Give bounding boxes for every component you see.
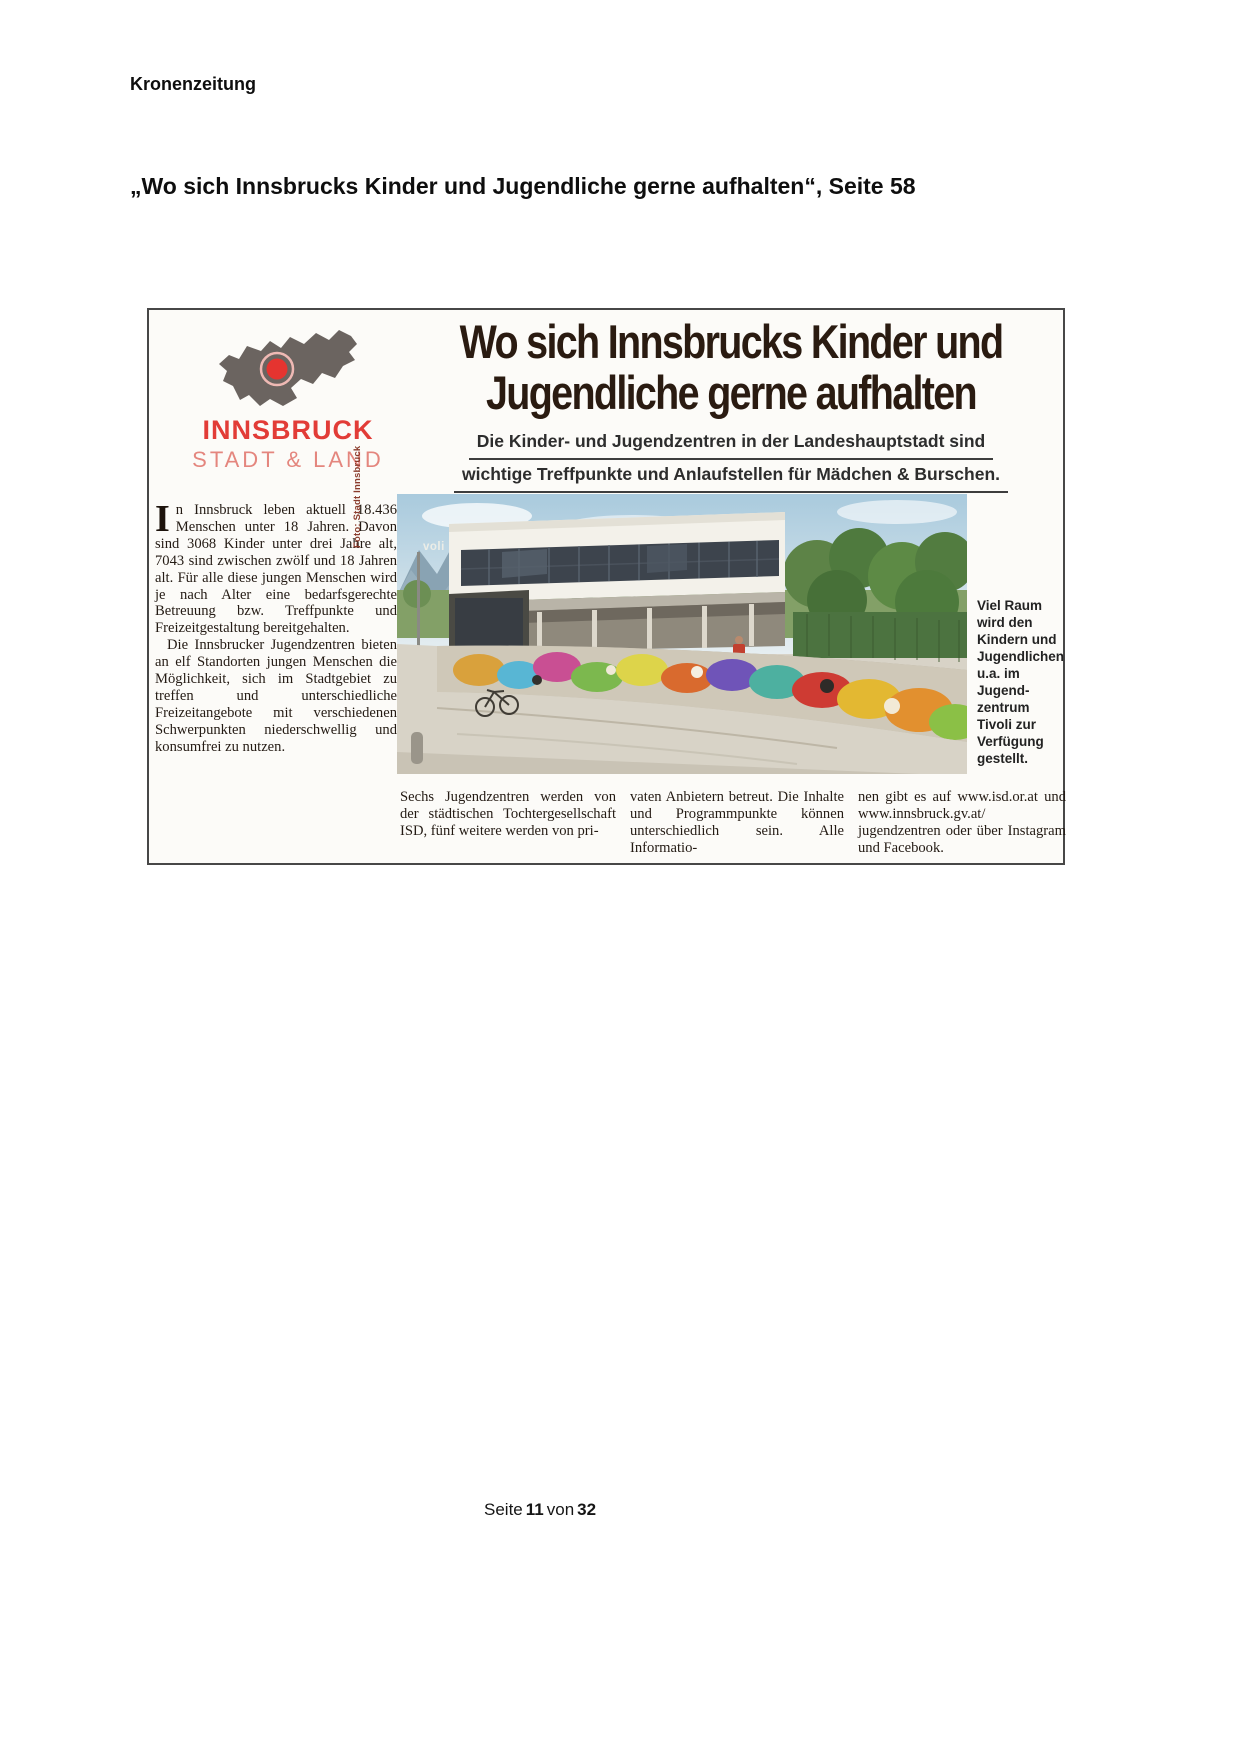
page-number-separator: von: [546, 1500, 575, 1519]
tyrol-map-icon: [213, 324, 363, 412]
article-headline-block: [407, 316, 1055, 493]
article-column-bottom-3: nen gibt es auf www.isd.or.at und www.innsbruck.gv.at/ jugendzentren oder über Instagram und Facebook.: [858, 789, 1066, 856]
news-clipping: [147, 308, 1065, 865]
article-column-bottom-1: Sechs Jugendzentren werden von der städtischen Tochtergesellschaft ISD, fünf weitere werden von pri-: [400, 789, 616, 839]
document-headline: „Wo sich Innsbrucks Kinder und Jugendliche gerne aufhalten“, Seite 58: [130, 173, 916, 199]
page-number-prefix: Seite: [484, 1500, 523, 1519]
article-paragraph-2: Die Innsbrucker Jugendzentren bieten an elf Standorten jungen Menschen die Möglichkeit, sich im Stadtgebiet zu treffen und unterschiedliche Freizeitangebote mit verschiedenen Schwerpunkten niederschwellig und konsumfrei zu nutzen.: [155, 637, 397, 755]
photo-illustration: [397, 494, 967, 774]
logo-subtitle: STADT & LAND: [192, 447, 384, 472]
article-headline-line1: Wo sich Innsbrucks Kinder und: [459, 315, 1003, 368]
article-subheadline-line1: Die Kinder- und Jugendzentren in der Landeshauptstadt sind: [469, 427, 994, 460]
innsbruck-stadt-land-logo: [177, 320, 399, 473]
article-column-bottom-2: vaten Anbietern betreut. Die Inhalte und Programmpunkte können unterschiedlich sein. Alle Informatio-: [630, 789, 844, 856]
article-headline-line2: Jugendliche gerne aufhalten: [486, 366, 976, 419]
page-number-current: 11: [525, 1500, 544, 1519]
drop-cap: I: [155, 498, 170, 540]
article-headline: [459, 316, 1003, 418]
page-number-total: 32: [577, 1500, 597, 1519]
photo-caption: Viel Raum wird den Kindern und Jugendlichen u.a. im Jugend- zentrum Tivoli zur Verfügung gestellt.: [977, 598, 1065, 766]
article-photo: [397, 494, 967, 774]
article-subheadline-line2: wichtige Treffpunkte und Anlaufstellen für Mädchen & Burschen.: [454, 460, 1008, 493]
article-paragraph-1: n Innsbruck leben aktuell 18.436 Menschen unter 18 Jahren. Davon sind 3068 Kinder unter drei Jahre alt, 7043 sind zwischen zwölf und 18 Jahren alt. Für alle diese jungen Menschen wird je nach Alter eine bedarfsgerechte Betreuung bzw. Treffpunkte und Freizeitgestaltung bereitgehalten.: [155, 502, 397, 637]
page-number: [484, 1500, 599, 1520]
photo-credit: Foto: Stadt Innsbruck: [352, 445, 363, 548]
publication-name: Kronenzeitung: [130, 74, 256, 94]
tivoli-building-sign: voli: [423, 541, 445, 553]
logo-title: INNSBRUCK: [202, 415, 374, 445]
article-subheadline: [407, 427, 1055, 493]
